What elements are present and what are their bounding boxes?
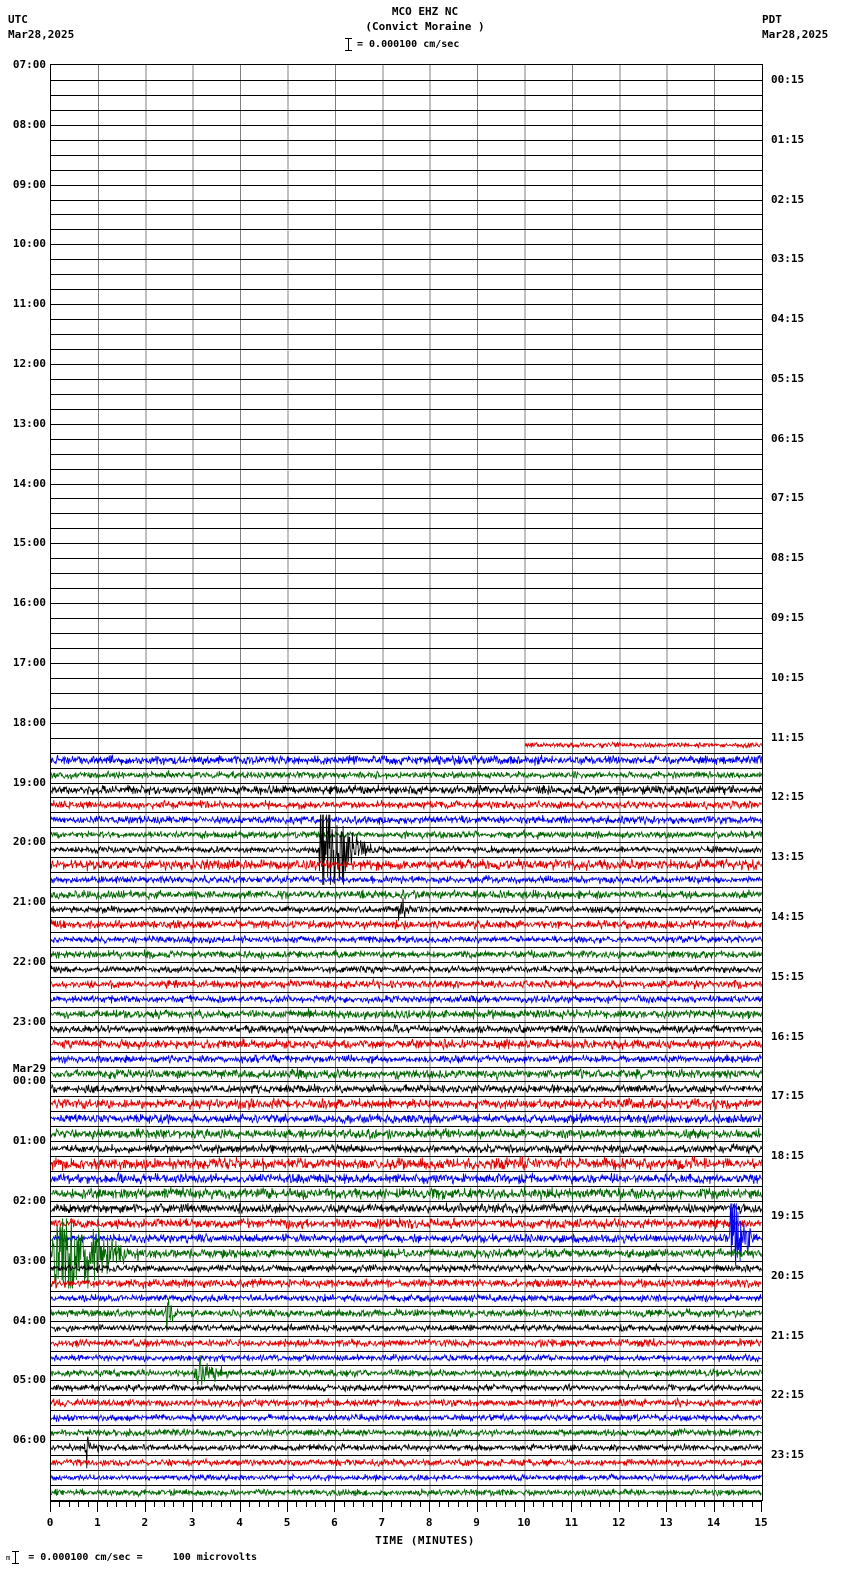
trace-row — [51, 919, 762, 929]
scale-ibeam-icon — [345, 38, 352, 51]
trace-row — [51, 935, 762, 943]
trace-row — [51, 815, 762, 885]
trace-row — [51, 1173, 762, 1185]
x-axis-tick-labels — [0, 1516, 850, 1530]
trace-row — [51, 898, 762, 921]
pdt-hour-label: 10:15 — [771, 670, 805, 684]
utc-hour-label: 09:00 — [12, 177, 46, 191]
x-tick-label: 8 — [425, 1516, 433, 1529]
trace-row — [525, 742, 762, 748]
utc-date-label: Mar28,2025 — [8, 28, 75, 41]
trace-row — [51, 755, 762, 766]
amplitude-scale-legend — [345, 36, 459, 52]
date-change-marker: Mar29 — [12, 1062, 46, 1076]
trace-row — [51, 1068, 762, 1080]
trace-row — [51, 875, 762, 884]
pdt-hour-label: 11:15 — [771, 730, 805, 744]
footer-text: = 0.000100 cm/sec = 100 microvolts — [28, 1552, 257, 1563]
pdt-hour-label: 20:15 — [771, 1268, 805, 1282]
trace-row — [51, 1384, 762, 1392]
utc-hour-label: 19:00 — [12, 775, 46, 789]
pdt-hour-label: 09:15 — [771, 611, 805, 625]
utc-hour-label: 11:00 — [12, 297, 46, 311]
x-tick-label: 9 — [473, 1516, 480, 1529]
pdt-hour-label: 18:15 — [771, 1149, 805, 1163]
trace-row — [51, 1414, 762, 1422]
x-tick-label: 1 — [94, 1516, 101, 1529]
pdt-hour-label: 03:15 — [771, 252, 805, 266]
utc-hour-label: 06:00 — [12, 1433, 46, 1447]
trace-row — [51, 1038, 762, 1050]
pdt-hour-label: 06:15 — [771, 431, 805, 445]
footer-marker-glyph: m — [6, 1553, 11, 1562]
x-tick-label: 14 — [706, 1516, 721, 1529]
trace-row — [51, 1203, 762, 1266]
x-tick-label: 12 — [612, 1516, 626, 1529]
trace-row — [51, 995, 762, 1004]
pdt-hour-label: 08:15 — [771, 551, 805, 565]
trace-row — [51, 1008, 762, 1019]
x-axis-title: TIME (MINUTES) — [375, 1534, 475, 1547]
utc-hour-label: 17:00 — [12, 655, 46, 669]
pdt-hour-label: 05:15 — [771, 371, 805, 385]
x-tick-label: 6 — [331, 1516, 338, 1529]
trace-row — [51, 1474, 762, 1482]
trace-row — [51, 1278, 762, 1289]
utc-hour-label: 14:00 — [12, 476, 46, 490]
x-tick-label: 7 — [378, 1516, 386, 1529]
x-tick-label: 2 — [141, 1516, 149, 1529]
utc-hour-label: 10:00 — [12, 237, 46, 251]
trace-row — [51, 1156, 762, 1171]
pdt-hour-label: 15:15 — [771, 969, 805, 983]
trace-row — [51, 1187, 762, 1201]
utc-time-axis — [0, 58, 46, 1501]
trace-row — [51, 1128, 762, 1140]
trace-row — [51, 1294, 762, 1303]
utc-hour-label: 08:00 — [12, 117, 46, 131]
trace-row — [51, 1098, 762, 1111]
trace-row — [51, 1264, 762, 1273]
pdt-hour-label: 16:15 — [771, 1029, 805, 1043]
pdt-hour-label: 00:15 — [771, 72, 805, 86]
trace-row — [51, 784, 762, 795]
pdt-hour-label: 21:15 — [771, 1328, 805, 1342]
trace-row — [51, 1218, 762, 1288]
trace-row — [51, 1143, 762, 1154]
trace-row — [51, 1054, 762, 1064]
x-tick-label: 11 — [564, 1516, 579, 1529]
utc-hour-label: 01:00 — [12, 1134, 46, 1148]
utc-hour-label: 22:00 — [12, 954, 46, 968]
pdt-hour-label: 12:15 — [771, 790, 805, 804]
trace-row — [51, 950, 762, 960]
footer-scale-note — [6, 1551, 257, 1564]
utc-hour-label: 18:00 — [12, 715, 46, 729]
pdt-hour-label: 17:15 — [771, 1089, 805, 1103]
pdt-hour-label: 13:15 — [771, 850, 805, 864]
trace-row — [51, 1355, 762, 1386]
trace-row — [51, 1459, 762, 1467]
trace-row — [51, 815, 762, 825]
utc-hour-label: 16:00 — [12, 596, 46, 610]
utc-hour-label: 13:00 — [12, 416, 46, 430]
x-tick-label: 10 — [517, 1516, 531, 1529]
utc-hour-label: 04:00 — [12, 1313, 46, 1327]
utc-hour-label: 07:00 — [12, 58, 46, 71]
trace-row — [51, 1324, 762, 1332]
pdt-timezone-label: PDT — [762, 13, 782, 26]
station-code-title: MCO EHZ NC — [391, 5, 459, 18]
utc-hour-label: 23:00 — [12, 1014, 46, 1028]
x-tick-label: 3 — [188, 1516, 196, 1529]
trace-row — [51, 771, 762, 780]
trace-row — [51, 1203, 762, 1215]
trace-row — [51, 1217, 762, 1229]
footer-ibeam-icon — [12, 1551, 19, 1564]
pdt-hour-label: 22:15 — [771, 1388, 805, 1402]
x-tick-label: 5 — [283, 1516, 291, 1529]
helicorder-plot[interactable] — [50, 64, 763, 1501]
pdt-hour-label: 19:15 — [771, 1208, 805, 1222]
trace-row — [51, 890, 762, 900]
trace-row — [51, 830, 762, 839]
x-tick-label: 13 — [659, 1516, 673, 1529]
utc-hour-label: 20:00 — [12, 835, 46, 849]
utc-hour-label: 05:00 — [12, 1373, 46, 1387]
utc-hour-label: 03:00 — [12, 1253, 46, 1267]
x-tick-label: 0 — [46, 1516, 54, 1529]
pdt-hour-label: 14:15 — [771, 910, 805, 924]
pdt-hour-label: 04:15 — [771, 312, 805, 326]
utc-hour-label: 00:00 — [12, 1074, 46, 1088]
pdt-hour-label: 01:15 — [771, 132, 805, 146]
pdt-hour-label: 02:15 — [771, 192, 805, 206]
scale-legend-text: = 0.000100 cm/sec — [357, 38, 460, 50]
trace-row — [51, 1298, 762, 1331]
trace-row — [51, 1025, 762, 1034]
trace-row — [51, 1354, 762, 1362]
pdt-time-axis — [767, 64, 850, 1501]
utc-hour-label: 15:00 — [12, 536, 46, 550]
utc-hour-label: 21:00 — [12, 895, 46, 909]
utc-hour-label: 12:00 — [12, 356, 46, 370]
trace-row — [51, 1428, 762, 1437]
utc-hour-label: 02:00 — [12, 1194, 46, 1208]
trace-row — [51, 800, 762, 810]
trace-row — [51, 1489, 762, 1497]
trace-row — [51, 1338, 762, 1347]
trace-row — [51, 979, 762, 989]
trace-row — [51, 965, 762, 974]
x-tick-label: 15 — [754, 1516, 768, 1529]
x-tick-label: 4 — [236, 1516, 243, 1529]
trace-row — [51, 1398, 762, 1407]
pdt-hour-label: 07:15 — [771, 491, 805, 505]
x-axis-ticks — [50, 1501, 763, 1515]
pdt-hour-label: 23:15 — [771, 1448, 805, 1462]
trace-row — [51, 1084, 762, 1094]
trace-row — [51, 1114, 762, 1124]
pdt-date-label: Mar28,2025 — [762, 28, 829, 41]
utc-timezone-label: UTC — [8, 13, 28, 26]
trace-row — [51, 859, 762, 872]
station-site-name: (Convict Moraine ) — [365, 20, 485, 33]
seismic-traces — [51, 65, 762, 1500]
